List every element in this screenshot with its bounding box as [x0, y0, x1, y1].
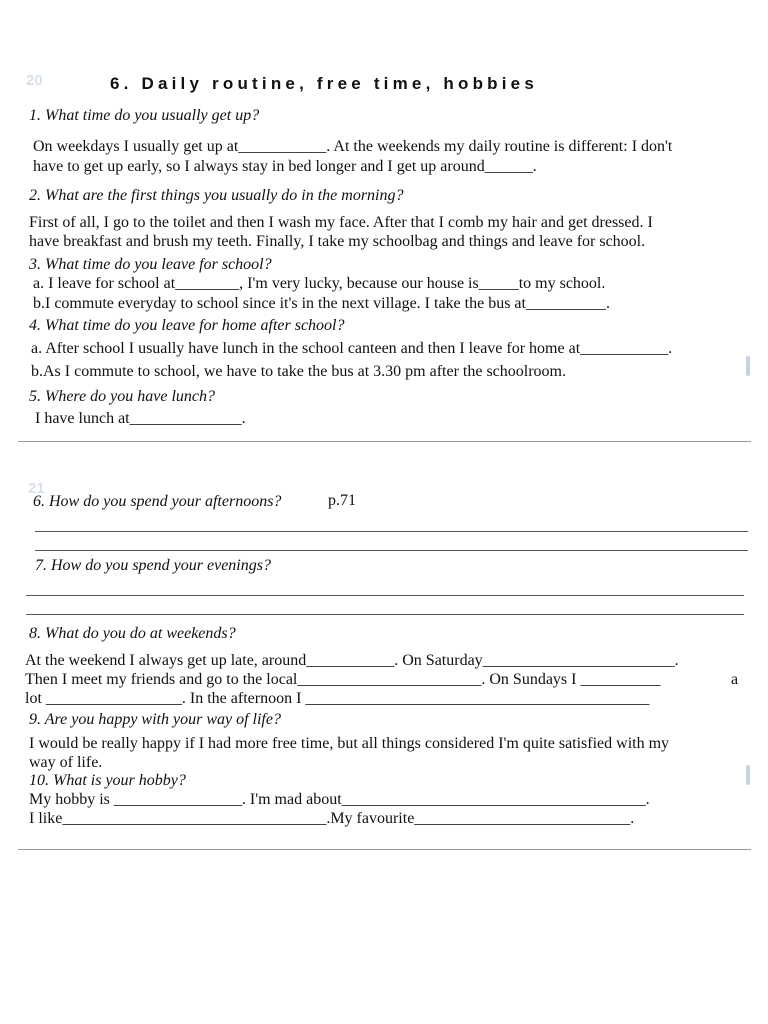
answer-9-line-2: way of life.	[29, 754, 103, 771]
question-9: 9. Are you happy with your way of life?	[29, 711, 281, 728]
answer-10-line-1: My hobby is ________________. I'm mad about______________________________________.	[29, 791, 650, 808]
answer-line	[26, 614, 744, 615]
question-7: 7. How do you spend your evenings?	[35, 557, 271, 574]
scroll-marker	[746, 765, 750, 785]
question-2: 2. What are the first things you usually do in the morning?	[29, 187, 404, 204]
question-6: 6. How do you spend your afternoons?	[33, 493, 282, 510]
answer-8-line-1: At the weekend I always get up late, around___________. On Saturday________________________.	[25, 652, 679, 669]
question-5: 5. Where do you have lunch?	[29, 388, 216, 405]
answer-8-line-2-end: a	[731, 671, 739, 688]
answer-1-line-2: have to get up early, so I always stay in bed longer and I get up around______.	[33, 158, 537, 175]
answer-line	[26, 595, 744, 596]
question-1: 1. What time do you usually get up?	[29, 107, 260, 124]
bottom-divider	[18, 849, 751, 850]
answer-2-line-1: First of all, I go to the toilet and then I wash my face. After that I comb my hair and get dressed. I	[29, 214, 653, 231]
page-number-21: 21	[28, 480, 45, 497]
worksheet-title: 6. Daily routine, free time, hobbies	[110, 74, 538, 93]
answer-10-line-2: I like_________________________________.My favourite___________________________.	[29, 810, 635, 827]
question-4: 4. What time do you leave for home after school?	[29, 317, 345, 334]
answer-line	[35, 531, 748, 532]
section-divider	[18, 441, 751, 442]
question-10: 10. What is your hobby?	[29, 772, 186, 789]
page-number-20: 20	[26, 72, 43, 89]
answer-4a: a. After school I usually have lunch in the school canteen and then I leave for home at___________.	[31, 340, 673, 357]
answer-3b: b.I commute everyday to school since it's in the next village. I take the bus at__________.	[33, 295, 610, 312]
answer-1-line-1: On weekdays I usually get up at___________. At the weekends my daily routine is different: I don't	[33, 138, 673, 155]
answer-8-line-2: Then I meet my friends and go to the local_______________________. On Sundays I __________	[25, 671, 661, 688]
scroll-marker	[746, 356, 750, 376]
answer-4b: b.As I commute to school, we have to take the bus at 3.30 pm after the schoolroom.	[31, 363, 566, 380]
page-reference: p.71	[328, 492, 356, 509]
question-3: 3. What time do you leave for school?	[29, 256, 272, 273]
answer-5: I have lunch at______________.	[35, 410, 246, 427]
answer-2-line-2: have breakfast and brush my teeth. Finally, I take my schoolbag and things and leave for school.	[29, 233, 646, 250]
answer-line	[35, 550, 748, 551]
answer-3a: a. I leave for school at________, I'm very lucky, because our house is_____to my school.	[33, 275, 606, 292]
answer-8-line-3: lot _________________. In the afternoon I ___________________________________________	[25, 690, 650, 707]
answer-9-line-1: I would be really happy if I had more free time, but all things considered I'm quite satisfied with my	[29, 735, 670, 752]
question-8: 8. What do you do at weekends?	[29, 625, 236, 642]
